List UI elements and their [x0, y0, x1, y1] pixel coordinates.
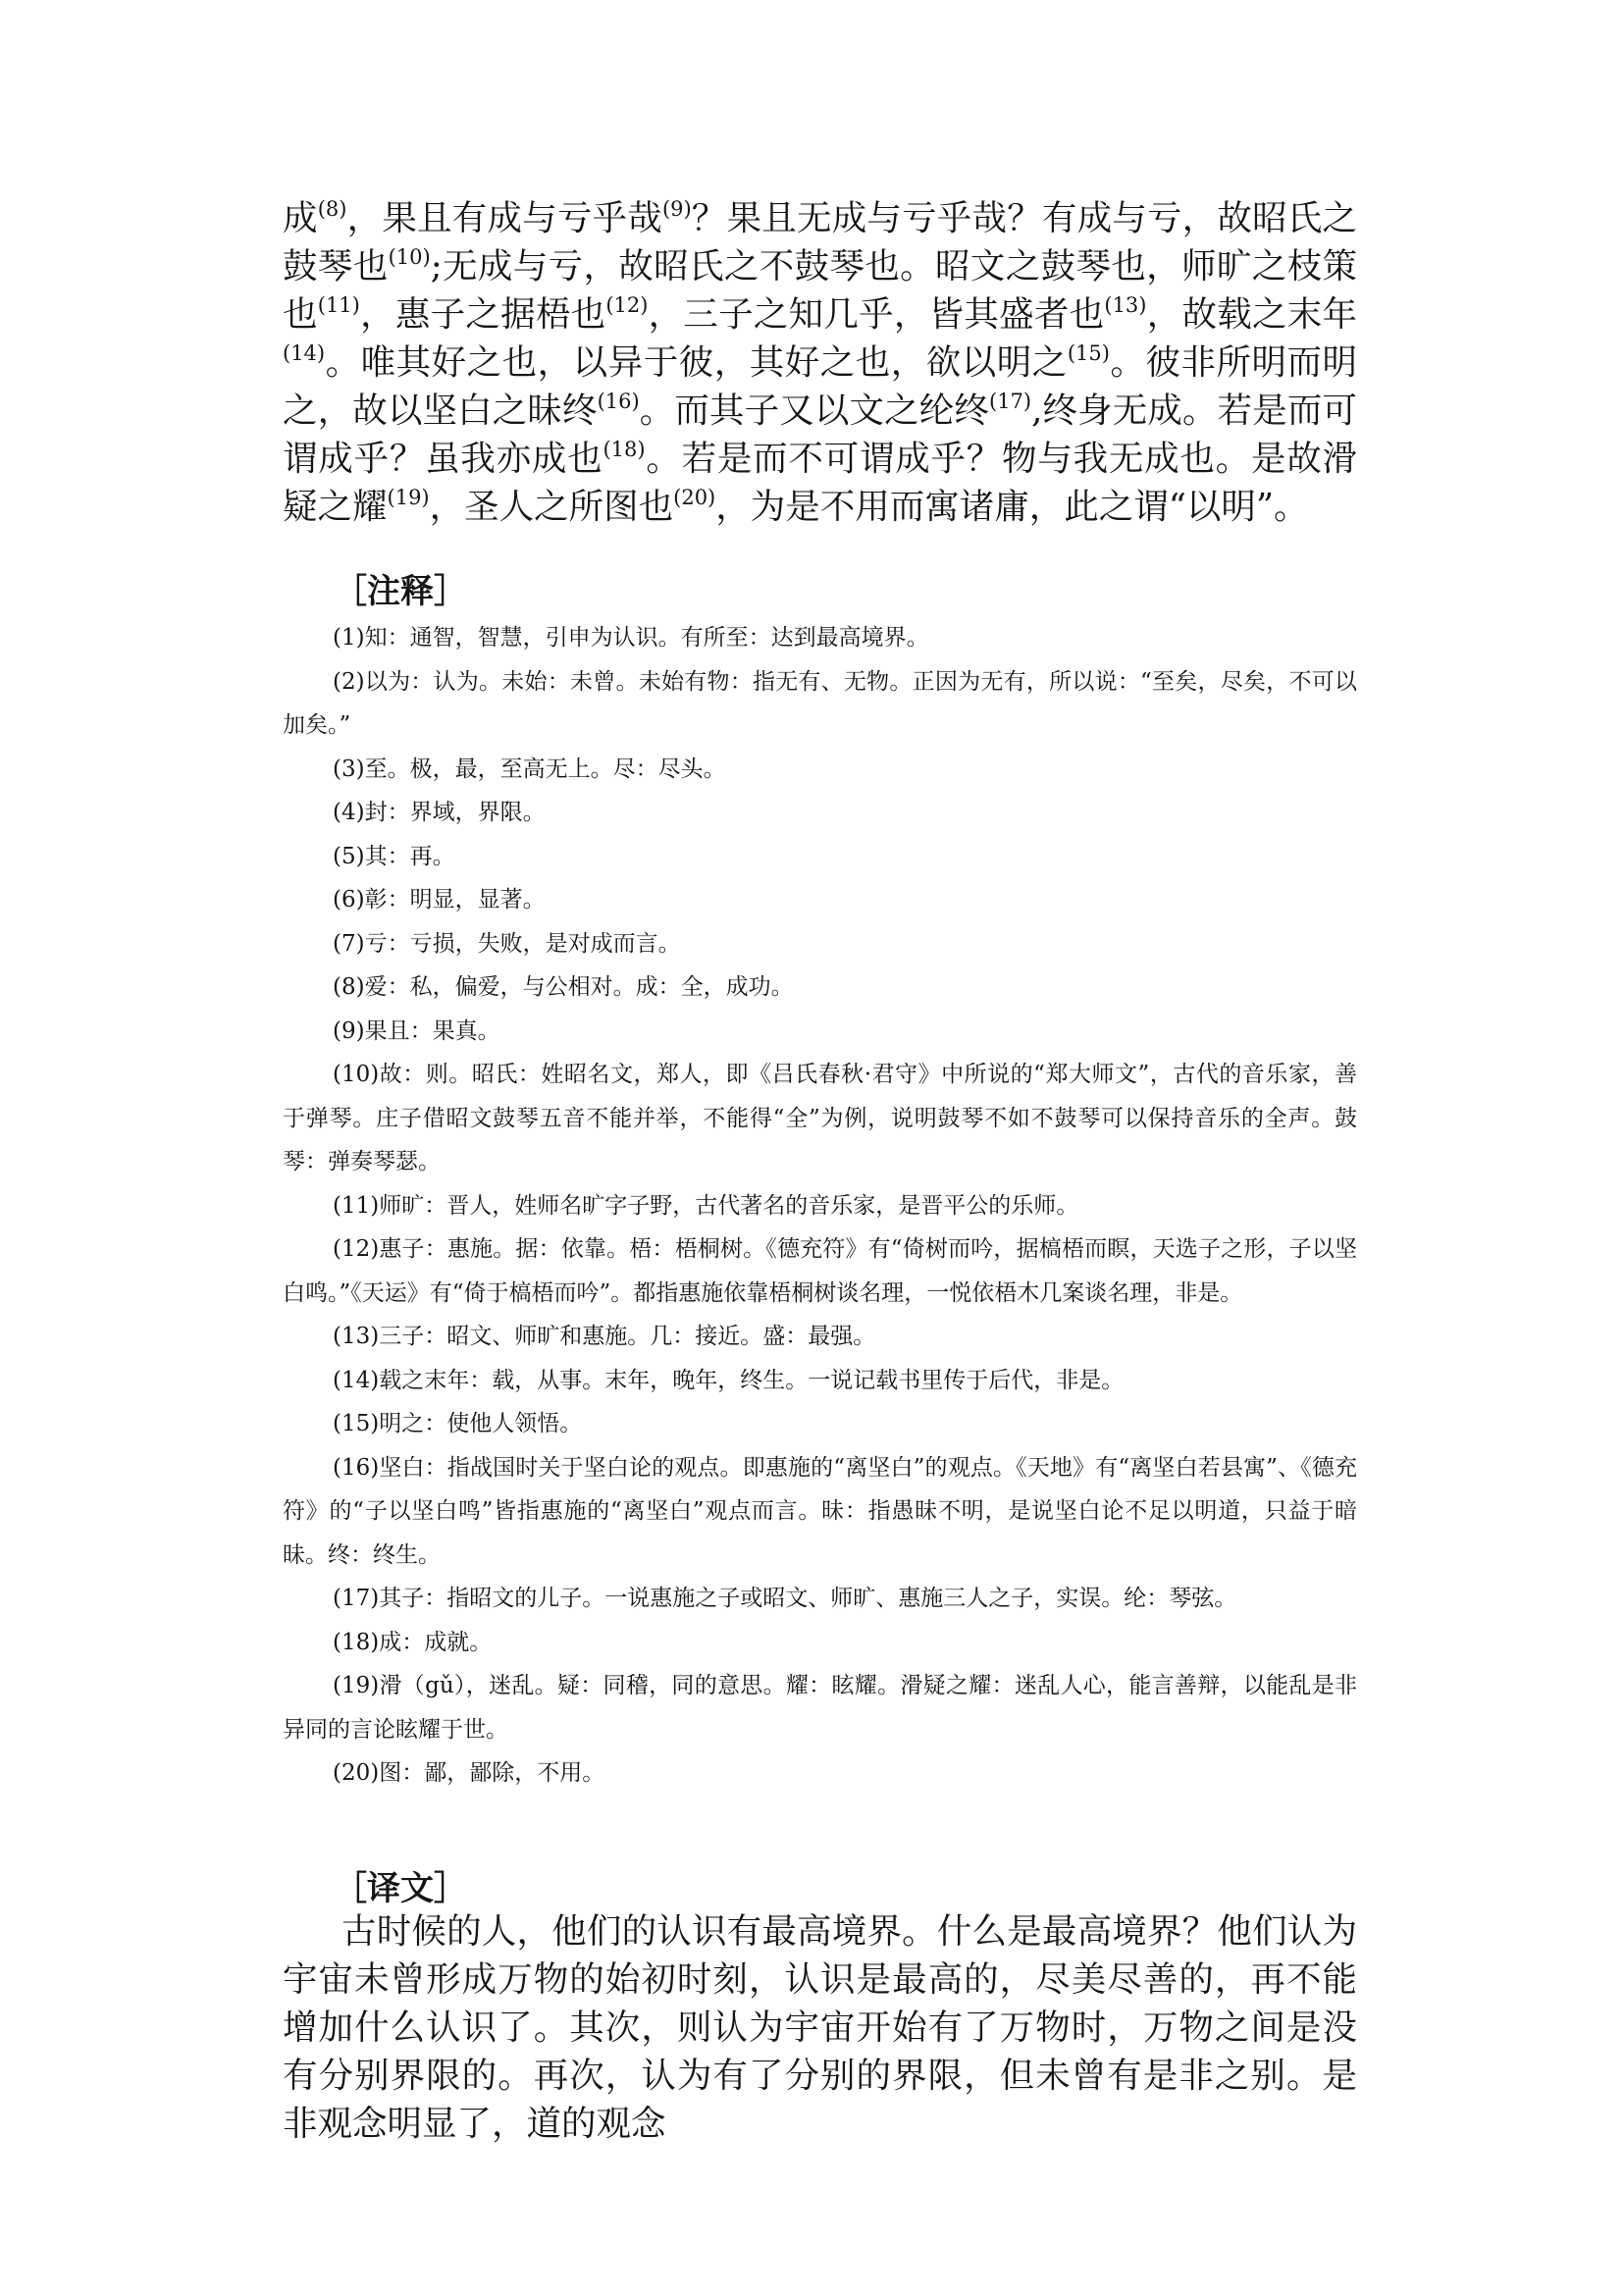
footnote-ref-9: (9): [661, 197, 692, 221]
footnote-ref-13: (13): [1104, 293, 1147, 317]
text-segment: ，故载之末年: [1146, 294, 1357, 335]
note-item: (3)至。极，最，至高无上。尽：尽头。: [333, 756, 726, 782]
footnote-ref-20: (20): [673, 486, 716, 509]
note-item: (12)惠子：惠施。据：依靠。梧：梧桐树。《德充符》有“倚树而吟，据槁梧而瞑，天选子之形，子以坚白鸣。”《天运》有“倚于槁梧而吟”。都指惠施依靠梧桐树谈名理，一悦依梧木几案谈名理，非是。: [283, 1236, 1357, 1306]
text-segment: ，惠子之据梧也: [359, 294, 606, 335]
note-item: (6)彰：明显，显著。: [333, 887, 546, 912]
note-item: (7)亏：亏损，失败，是对成而言。: [333, 930, 681, 957]
note-item: (15)明之：使他人领悟。: [333, 1411, 583, 1436]
text-segment: ，圣人之所图也: [429, 487, 674, 527]
text-segment: ，为是不用而寓诸庸，此之谓“以明”。: [715, 487, 1309, 527]
note-item: (18)成：成就。: [333, 1629, 493, 1655]
footnote-ref-10: (10): [388, 245, 431, 269]
footnote-ref-11: (11): [317, 293, 360, 317]
text-segment: ;无成与亏，故昭氏之不鼓琴也。昭文之鼓琴也，师旷之枝策也: [283, 246, 1357, 335]
footnote-ref-8: (8): [317, 197, 347, 221]
note-item: (1)知：通智，智慧，引申为认识。有所至：达到最高境界。: [333, 625, 929, 651]
footnote-ref-17: (17): [989, 390, 1032, 413]
note-item: (13)三子：昭文、师旷和惠施。几：接近。盛：最强。: [333, 1324, 876, 1349]
note-item: (16)坚白：指战国时关于坚白论的观点。即惠施的“离坚白”的观点。《天地》有“离坚白若县寓”、《德充符》的“子以坚白鸣”皆指惠施的“离坚白”观点而言。昧：指愚昧不明，是说坚白论不足以明道，只益于暗昧。终：终生。: [283, 1454, 1357, 1568]
text-segment: 。而其子又以文之纶终: [639, 391, 989, 431]
note-item: (2)以为：认为。未始：未曾。未始有物：指无有、无物。正因为无有，所以说：“至矣，尽矣，不可以加矣。”: [283, 668, 1357, 738]
footnote-ref-19: (19): [387, 486, 430, 509]
note-item: (17)其子：指昭文的儿子。一说惠施之子或昭文、师旷、惠施三人之子，实误。纶：琴弦。: [333, 1586, 1237, 1611]
note-item: (20)图：鄙，鄙除，不用。: [333, 1760, 605, 1786]
note-item: (9)果且：果真。: [333, 1017, 500, 1044]
text-segment: 。若是而不可谓成乎？物与我无成也。是故滑疑之耀: [283, 439, 1357, 527]
note-item: (5)其：再。: [333, 843, 455, 869]
text-segment: 。彼非所明而明之，故以坚白之昧终: [283, 342, 1357, 431]
text-segment: 。唯其好之也，以异于彼，其好之也，欲以明之: [325, 342, 1068, 383]
note-item: (4)封：界域，界限。: [333, 800, 546, 825]
footnote-ref-12: (12): [605, 293, 649, 317]
footnote-ref-16: (16): [597, 390, 640, 413]
translation-paragraph: 古时候的人，他们的认识有最高境界。什么是最高境界？他们认为宇宙未曾形成万物的始初时刻，认识是最高的，尽美尽善的，再不能增加什么认识了。其次，则认为宇宙开始有了万物时，万物之间是没有分别界限的。再次，认为有了分别的界限，但未曾有是非之别。是非观念明显了，道的观念: [283, 1911, 1357, 2144]
text-segment: ，三子之知几乎，皆其盛者也: [648, 294, 1105, 335]
classical-text-paragraph: [283, 194, 1357, 531]
text-segment: ？果且无成与亏乎哉？有成与亏，故昭氏之鼓琴也: [283, 198, 1357, 287]
footnote-ref-15: (15): [1067, 341, 1110, 365]
text-segment: 成: [283, 198, 318, 238]
text-segment: ,终身无成。若是而可谓成乎？虽我亦成也: [283, 391, 1357, 479]
footnote-ref-18: (18): [602, 438, 646, 461]
note-item: (11)师旷：晋人，姓师名旷字子野，古代著名的音乐家，是晋平公的乐师。: [333, 1192, 1079, 1219]
note-item: (8)爱：私，偏爱，与公相对。成：全，成功。: [333, 974, 794, 1000]
footnote-ref-14: (14): [283, 341, 326, 365]
text-segment: ，果且有成与亏乎哉: [346, 198, 662, 238]
note-item: (14)载之末年：载，从事。末年，晚年，终生。一说记载书里传于后代，非是。: [333, 1367, 1125, 1393]
notes-heading: ［注释］: [334, 572, 467, 611]
translation-heading: ［译文］: [334, 1869, 467, 1908]
note-item: (19)滑（gǔ），迷乱。疑：同稽，同的意思。耀：眩耀。滑疑之耀：迷乱人心，能言善辩，以能乱是非异同的言论眩耀于世。: [283, 1673, 1357, 1743]
notes-list: [283, 616, 1357, 1796]
note-item: (10)故：则。昭氏：姓昭名文，郑人，即《吕氏春秋·君守》中所说的“郑大师文”，古代的音乐家，善于弹琴。庄子借昭文鼓琴五音不能并举，不能得“全”为例，说明鼓琴不如不鼓琴可以保持音乐的全声。鼓琴：弹奏琴瑟。: [283, 1062, 1357, 1174]
